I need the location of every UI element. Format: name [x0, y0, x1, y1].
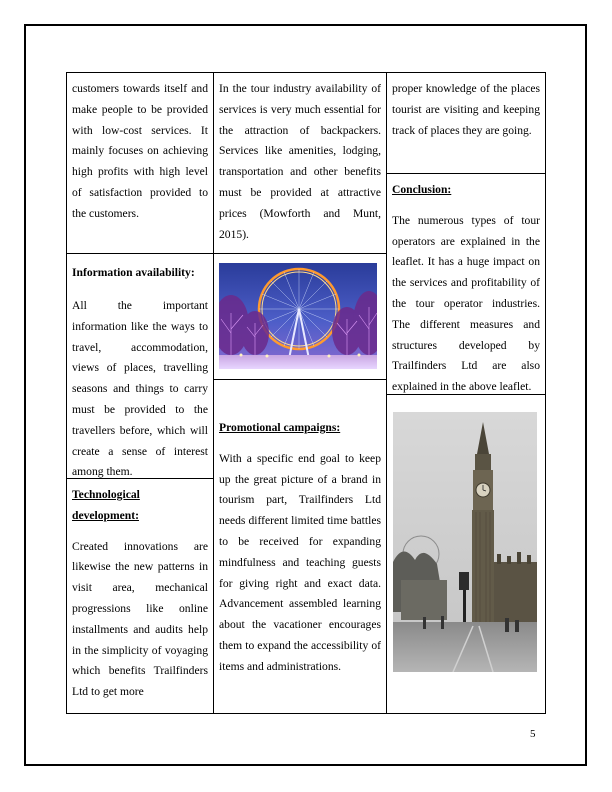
- col3-intro-cell: [386, 72, 546, 174]
- col2-intro-cell: [213, 72, 387, 254]
- london-eye-photo: [219, 263, 377, 369]
- conclusion-heading: Conclusion:: [392, 183, 452, 196]
- big-ben-image-cell: [386, 394, 546, 714]
- technological-development-body: Created innovations are likewise the new patterns in visit area, mechanical progressions like online installments and audits help in the simplicity of voyaging which benefits Trailfinders Ltd to get more: [72, 539, 208, 699]
- col2-intro-text: In the tour industry availability of services is very much essential for the attraction of backpackers. Services like amenities, lodging, transportation and other benefits must be provided at attractive prices (Mowforth and Munt, 2015).: [219, 82, 381, 241]
- technological-development-heading: Technological development:: [72, 488, 140, 522]
- conclusion-body: The numerous types of tour operators are explained in the leaflet. It has a huge impact on the services and profitability of the tour operator industries. The different measures and structures developed by Trailfinders Ltd are also explained in the above leaflet.: [392, 213, 540, 394]
- col1-intro-cell: [66, 72, 214, 254]
- promotional-campaigns-heading: Promotional campaigns:: [219, 421, 341, 434]
- information-availability-cell: [66, 253, 214, 479]
- information-availability-body: All the important information like the ways to travel, accommodation, views of places, travelling seasons and things to carry must be provided to the travellers before, which will create a sense of interest among them.: [72, 299, 208, 479]
- promotional-campaigns-body: With a specific end goal to keep up the great picture of a brand in tourism part, Trailfinders Ltd needs different limited time battles to be received for expanding mindfulness and teaching guests for giving right and exact data. Advancement assembled learning about the vacationer encourages them to expand the accessibility of items and administrations.: [219, 451, 381, 673]
- page-number: 5: [530, 728, 536, 740]
- promotional-campaigns-cell: [213, 379, 387, 714]
- london-eye-image-cell: [213, 253, 387, 380]
- big-ben-photo: [393, 412, 537, 672]
- technological-development-cell: [66, 478, 214, 714]
- col1-intro-text: customers towards itself and make people to be provided with low-cost services. It mainly focuses on achieving high profits with high level of satisfaction provided to the customers.: [72, 82, 208, 220]
- conclusion-cell: [386, 173, 546, 395]
- col3-intro-text: proper knowledge of the places tourist are visiting and keeping track of places they are going.: [392, 82, 540, 137]
- information-availability-heading: Information availability:: [72, 266, 195, 279]
